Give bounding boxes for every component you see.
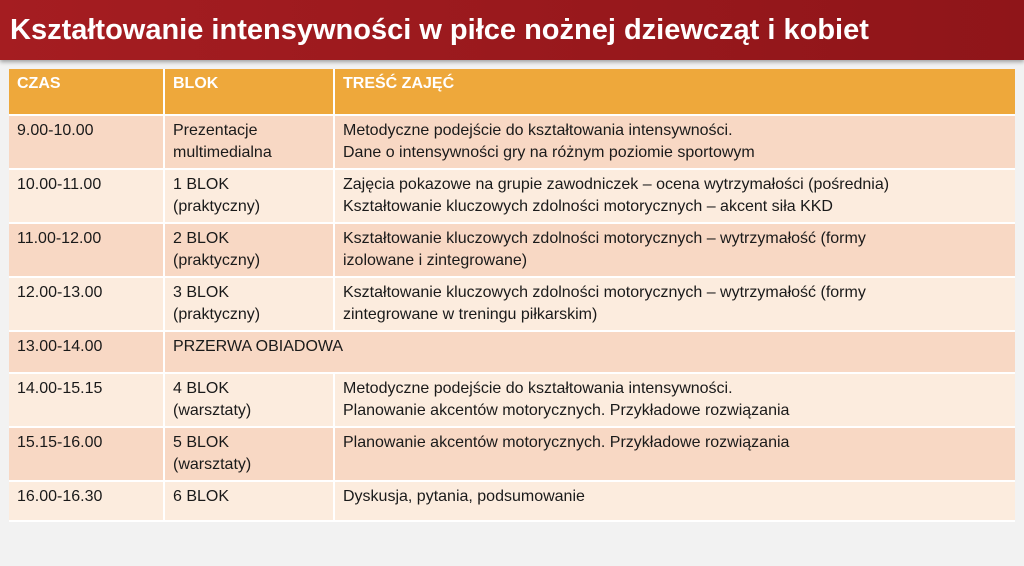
cell-czas: 11.00-12.00 (9, 224, 165, 278)
cell-blok (165, 224, 335, 278)
cell-blok (165, 116, 335, 170)
tresc-line: Metodyczne podejście do kształtowania intensywności. (343, 380, 733, 397)
cell-tresc (335, 278, 1015, 332)
blok-line: (warsztaty) (173, 402, 252, 419)
page-title: Kształtowanie intensywności w piłce nożnej dziewcząt i kobiet (10, 14, 869, 46)
tresc-line: Metodyczne podejście do kształtowania intensywności. (343, 122, 733, 139)
cell-czas: 16.00-16.30 (9, 482, 165, 522)
tresc-line: Zajęcia pokazowe na grupie zawodniczek – ocena wytrzymałości (pośrednia) (343, 176, 890, 193)
blok-line: multimedialna (173, 144, 272, 161)
blok-line: (praktyczny) (173, 252, 261, 269)
table-row (9, 332, 1015, 374)
blok-line: 3 BLOK (173, 284, 230, 301)
table-row (9, 170, 1015, 224)
tresc-line: Kształtowanie kluczowych zdolności motorycznych – akcent siła KKD (343, 198, 833, 215)
cell-blok (165, 374, 335, 428)
blok-line: 2 BLOK (173, 230, 230, 247)
blok-line: 6 BLOK (173, 488, 230, 505)
cell-czas: 15.15-16.00 (9, 428, 165, 482)
blok-line: (praktyczny) (173, 198, 261, 215)
tresc-line: Kształtowanie kluczowych zdolności motorycznych – wytrzymałość (formy (343, 284, 866, 301)
cell-blok (165, 428, 335, 482)
blok-line: 5 BLOK (173, 434, 230, 451)
tresc-line: Kształtowanie kluczowych zdolności motorycznych – wytrzymałość (formy (343, 230, 866, 247)
blok-line: 1 BLOK (173, 176, 230, 193)
cell-tresc (335, 170, 1015, 224)
table-row (9, 278, 1015, 332)
cell-tresc (335, 482, 1015, 522)
tresc-line: izolowane i zintegrowane) (343, 252, 528, 269)
table-row (9, 428, 1015, 482)
table-row (9, 224, 1015, 278)
tresc-line: Planowanie akcentów motorycznych. Przykładowe rozwiązania (343, 402, 790, 419)
cell-czas: 10.00-11.00 (9, 170, 165, 224)
tresc-line: Dyskusja, pytania, podsumowanie (343, 488, 585, 505)
header-blok: BLOK (165, 69, 335, 116)
cell-blok (165, 482, 335, 522)
table-row (9, 482, 1015, 522)
cell-tresc (335, 374, 1015, 428)
cell-czas: 13.00-14.00 (9, 332, 165, 374)
tresc-line: zintegrowane w treningu piłkarskim) (343, 306, 598, 323)
header-tresc: TREŚĆ ZAJĘĆ (335, 69, 1015, 116)
table-header-row (9, 69, 1015, 116)
blok-line: 4 BLOK (173, 380, 230, 397)
cell-blok (165, 170, 335, 224)
title-bar (0, 0, 1024, 60)
tresc-line: Dane o intensywności gry na różnym poziomie sportowym (343, 144, 755, 161)
cell-tresc (335, 224, 1015, 278)
blok-line: (warsztaty) (173, 456, 252, 473)
blok-line: Prezentacje (173, 122, 258, 139)
cell-tresc (335, 428, 1015, 482)
cell-czas: 9.00-10.00 (9, 116, 165, 170)
blok-line: (praktyczny) (173, 306, 261, 323)
cell-przerwa: PRZERWA OBIADOWA (165, 332, 1015, 374)
header-czas: CZAS (9, 69, 165, 116)
cell-czas: 14.00-15.15 (9, 374, 165, 428)
cell-czas: 12.00-13.00 (9, 278, 165, 332)
table-row (9, 374, 1015, 428)
table-row (9, 116, 1015, 170)
schedule-table (9, 69, 1015, 522)
cell-blok (165, 278, 335, 332)
cell-tresc (335, 116, 1015, 170)
tresc-line: Planowanie akcentów motorycznych. Przykładowe rozwiązania (343, 434, 790, 451)
